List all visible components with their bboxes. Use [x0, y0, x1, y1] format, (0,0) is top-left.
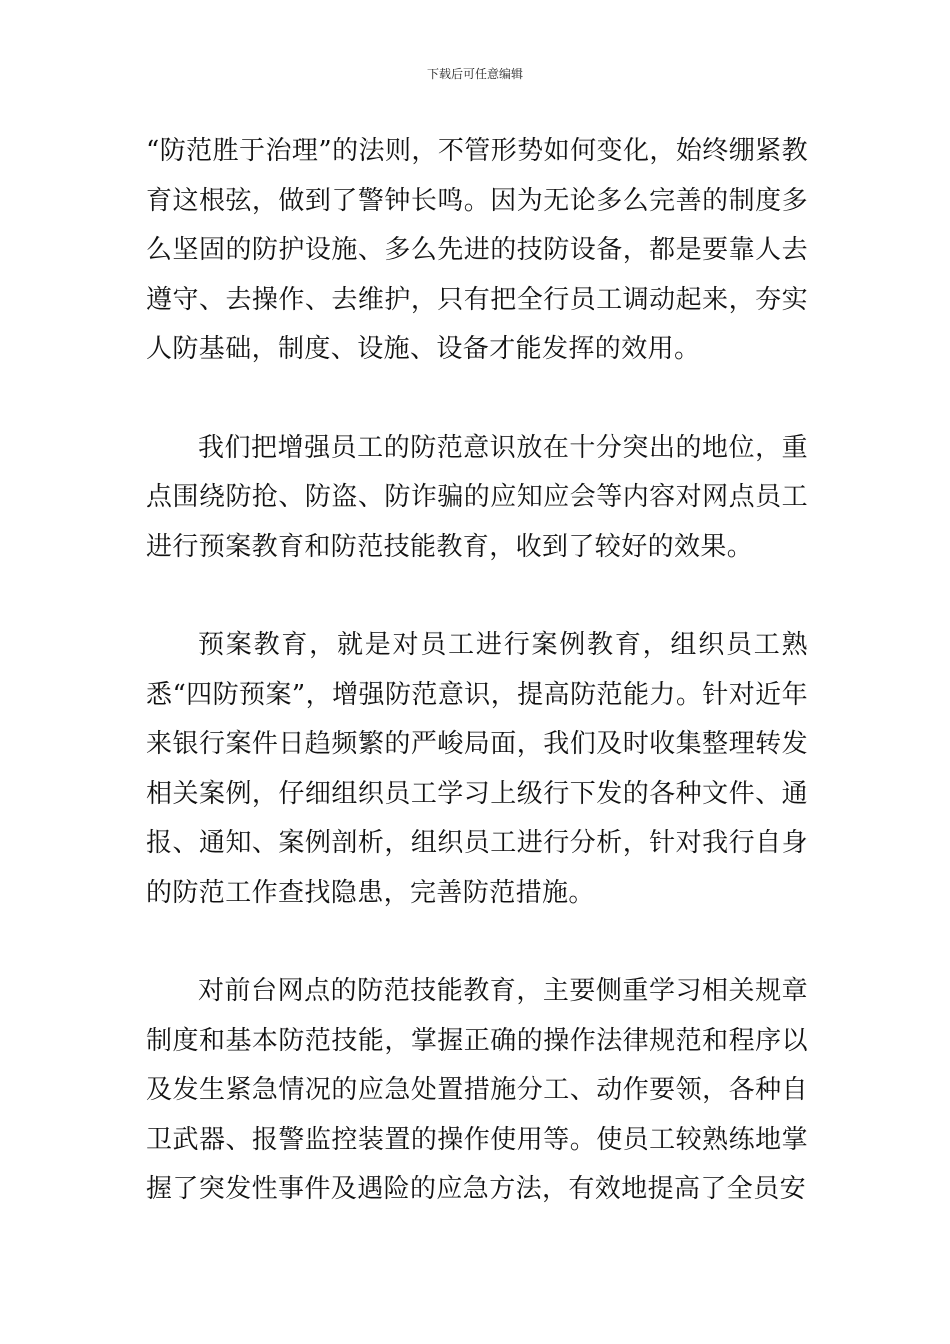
paragraph-1: “防范胜于治理”的法则，不管形势如何变化，始终绷紧教育这根弦，做到了警钟长鸣。因为无论多么完善的制度多么坚固的防护设施、多么先进的技防设备，都是要靠人去遵守、去操作、去维护，只有把全行员工调动起来，夯实人防基础，制度、设施、设备才能发挥的效用。: [146, 136, 808, 364]
page-header: 下载后可任意编辑: [426, 67, 523, 81]
paragraph-3: 预案教育，就是对员工进行案例教育，组织员工熟悉“四防预案”，增强防范意识，提高防范能力。针对近年来银行案件日趋频繁的严峻局面，我们及时收集整理转发相关案例，仔细组织员工学习上级行下发的各种文件、通报、通知、案例剖析，组织员工进行分析，针对我行自身的防范工作查找隐患，完善防范措施。: [146, 630, 808, 908]
paragraph-2: 我们把增强员工的防范意识放在十分突出的地位，重点围绕防抢、防盗、防诈骗的应知应会等内容对网点员工进行预案教育和防范技能教育，收到了较好的效果。: [146, 432, 808, 562]
paragraph-4: 对前台网点的防范技能教育，主要侧重学习相关规章制度和基本防范技能，掌握正确的操作法律规范和程序以及发生紧急情况的应急处置措施分工、动作要领，各种自卫武器、报警监控装置的操作使用等。使员工较熟练地掌握了突发性事件及遇险的应急方法，有效地提高了全员安: [146, 976, 808, 1204]
document-body: [146, 127, 808, 1215]
